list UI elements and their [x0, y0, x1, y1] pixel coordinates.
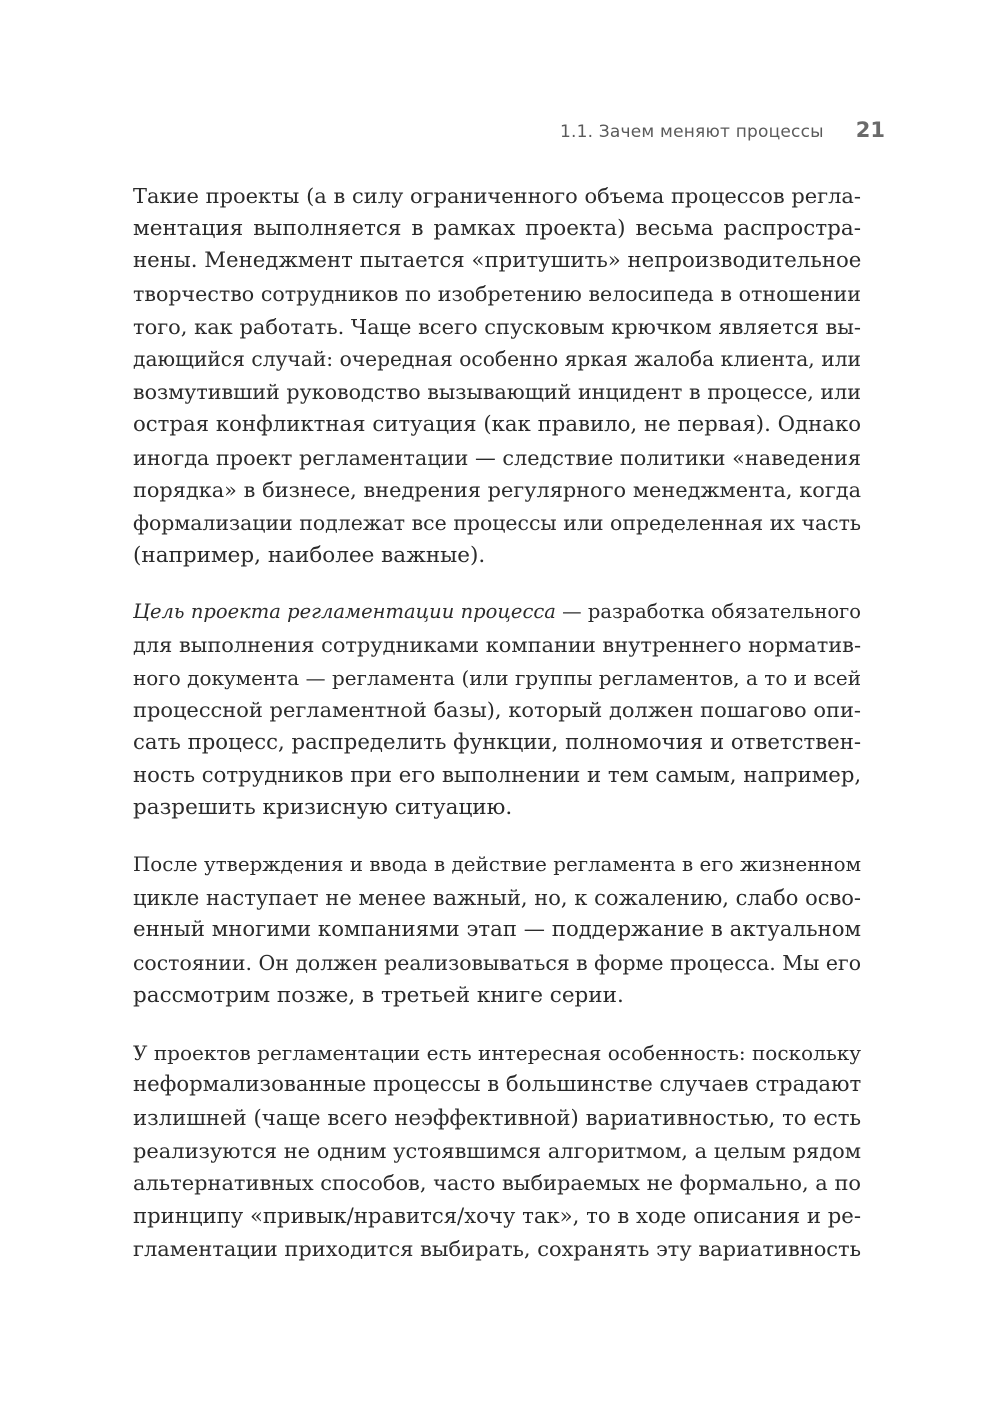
text-line: сать процесс, распределить функции, полномочия и ответствен- [133, 730, 861, 755]
text-line: (например, наиболее важные). [133, 542, 486, 568]
text-line: неформализованные процессы в большинстве случаев страдают [133, 1072, 862, 1098]
text-line: После утверждения и ввода в действие регламента в его жизненном [133, 853, 861, 877]
text-line: творчество сотрудников по изобретению велосипеда в отношении [133, 282, 861, 307]
body-text [133, 180, 861, 1289]
text-line: формализации подлежат все процессы или определенная их часть [133, 510, 861, 535]
text-line: дающийся случай: очередная особенно яркая жалоба клиента, или [133, 347, 861, 372]
text-line: реализуются не одним устоявшимся алгоритмом, а целым рядом [133, 1138, 861, 1163]
text-line: процессной регламентной базы), который должен пошагово опи- [133, 698, 861, 723]
text-line: У проектов регламентации есть интересная особенность: поскольку [133, 1040, 862, 1065]
text-line: цикле наступает не менее важный, но, к сожалению, слабо осво- [133, 885, 861, 910]
text-line: ного документа — регламента (или группы регламентов, а то и всей [133, 665, 861, 690]
text-line: для выполнения сотрудниками компании внутреннего норматив- [133, 632, 861, 657]
text-line: того, как работать. Чаще всего спусковым крючком является вы- [133, 314, 861, 339]
text-line: гламентации приходится выбирать, сохранять эту вариативность [133, 1236, 861, 1261]
text-line: альтернативных способов, часто выбираемых не формально, а по [133, 1171, 861, 1196]
text-line: рассмотрим позже, в третьей книге серии. [133, 982, 624, 1008]
text-line: енный многими компаниями этап — поддержание в актуальном [133, 917, 861, 943]
text-line: принципу «привык/нравится/хочу так», то в ходе описания и ре- [133, 1202, 861, 1228]
italic-term: Цель проекта регламентации процесса [133, 600, 556, 624]
text-line: иногда проект регламентации — следствие политики «наведения [133, 445, 861, 470]
text-line: состоянии. Он должен реализовываться в форме процесса. Мы его [133, 951, 861, 976]
text-line: нены. Менеджмент пытается «притушить» непроизводительное [133, 248, 862, 274]
text-line: острая конфликтная ситуация (как правило, не первая). Однако [133, 411, 861, 437]
text-line-rest: — разработка обязательного [555, 600, 862, 624]
running-header [133, 118, 885, 150]
text-line: ментация выполняется в рамках проекта) весьма распростра- [133, 215, 861, 241]
text-line: Такие проекты (а в силу ограниченного объема процессов регла- [133, 184, 861, 208]
text-line: порядка» в бизнесе, внедрения регулярного менеджмента, когда [133, 478, 861, 503]
paragraph-3 [133, 849, 861, 1012]
page-number: 21 [855, 118, 885, 142]
running-title: 1.1. Зачем меняют процессы [559, 122, 824, 142]
paragraph-2 [133, 596, 861, 825]
paragraph-1 [133, 180, 861, 572]
text-line: излишней (чаще всего неэффективной) вариативностью, то есть [133, 1104, 861, 1130]
text-line: ность сотрудников при его выполнении и тем самым, например, [133, 762, 862, 788]
text-line-with-term [133, 596, 861, 629]
text-line: разрешить кризисную ситуацию. [133, 795, 513, 821]
text-line: возмутивший руководство вызывающий инцидент в процессе, или [133, 380, 861, 405]
paragraph-4 [133, 1037, 861, 1266]
